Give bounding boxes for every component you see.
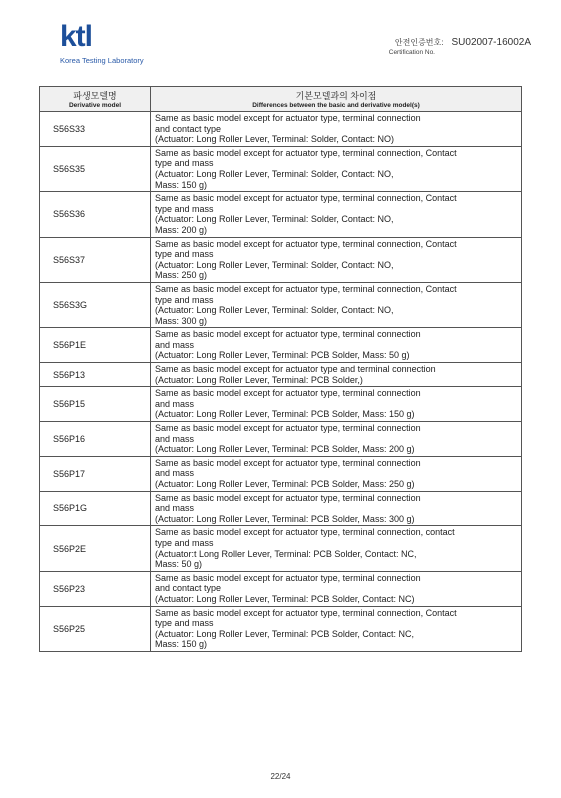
header-derivative-model	[40, 87, 151, 112]
difference-description-cell	[151, 237, 522, 282]
table-row	[40, 237, 522, 282]
description-line: Mass: 150 g)	[155, 179, 208, 190]
description-line: (Actuator: Long Roller Lever, Terminal: PCB Solder, Contact: NC,	[155, 628, 414, 639]
description-line: (Actuator: Long Roller Lever, Terminal: PCB Solder, Mass: 250 g)	[155, 479, 415, 489]
difference-description-cell	[151, 491, 522, 526]
description-line: type and mass	[155, 158, 214, 169]
description-line: type and mass	[155, 249, 214, 260]
description-line: (Actuator: Long Roller Lever, Terminal: PCB Solder,)	[155, 374, 363, 385]
description-line: type and mass	[155, 537, 214, 548]
table-body	[40, 112, 522, 652]
model-name-cell: S56P17	[40, 456, 151, 491]
table-row	[40, 146, 522, 191]
description-line: Same as basic model except for actuator type, terminal connection	[155, 329, 421, 340]
certification-block	[389, 37, 531, 56]
description-line: Mass: 200 g)	[155, 224, 208, 235]
model-name-cell: S56P23	[40, 571, 151, 606]
table-row	[40, 192, 522, 237]
derivative-model-table	[39, 86, 522, 652]
description-line: (Actuator: Long Roller Lever, Terminal: Solder, Contact: NO,	[155, 259, 394, 270]
description-line: Same as basic model except for actuator type, terminal connection, Contact	[155, 193, 457, 204]
model-name-cell: S56S3G	[40, 282, 151, 327]
table-row	[40, 526, 522, 571]
table-row	[40, 112, 522, 147]
table-row	[40, 422, 522, 457]
header-differences	[151, 87, 522, 112]
certification-label-ko: 안전인증번호:	[394, 38, 444, 47]
certification-row	[389, 37, 531, 48]
header-col1-ko: 파생모델명	[73, 91, 117, 101]
description-line: (Actuator: Long Roller Lever, Terminal: PCB Solder, Mass: 200 g)	[155, 444, 415, 455]
description-line: type and mass	[155, 294, 214, 305]
difference-description-cell	[151, 328, 522, 363]
difference-description-cell	[151, 606, 522, 651]
description-line: (Actuator: Long Roller Lever, Terminal: Solder, Contact: NO,	[155, 305, 394, 316]
description-line: Same as basic model except for actuator type, terminal connection, contact	[155, 527, 455, 538]
model-name-cell: S56S37	[40, 237, 151, 282]
table-header-row	[40, 87, 522, 112]
description-line: (Actuator: Long Roller Lever, Terminal: Solder, Contact: NO,	[155, 168, 394, 179]
difference-description-cell	[151, 282, 522, 327]
difference-description-cell	[151, 112, 522, 147]
model-name-cell: S56P1E	[40, 328, 151, 363]
description-line: Same as basic model except for actuator type, terminal connection, Contact	[155, 147, 457, 158]
description-line: Same as basic model except for actuator type, terminal connection	[155, 572, 421, 583]
logo-subtitle: Korea Testing Laboratory	[60, 56, 144, 65]
description-line: (Actuator: Long Roller Lever, Terminal: Solder, Contact: NO,	[155, 214, 394, 225]
table-row	[40, 456, 522, 491]
model-name-cell: S56S36	[40, 192, 151, 237]
description-line: and contact type	[155, 123, 222, 134]
logo-mark: ktl	[60, 20, 93, 53]
description-line: and mass	[155, 503, 195, 514]
description-line: Same as basic model except for actuator type, terminal connection, Contact	[155, 238, 457, 249]
header-col2-ko: 기본모델과의 차이점	[295, 91, 377, 101]
description-line: Same as basic model except for actuator type, terminal connection, Contact	[155, 283, 457, 294]
ktl-logo	[60, 22, 144, 65]
table-row	[40, 571, 522, 606]
description-line: Same as basic model except for actuator type, terminal connection	[155, 457, 421, 468]
header-col2-en: Differences between the basic and derivative model(s)	[252, 102, 420, 109]
description-line: and mass	[155, 468, 195, 479]
description-line: (Actuator: Long Roller Lever, Terminal: PCB Solder, Contact: NC)	[155, 593, 415, 604]
model-name-cell: S56P2E	[40, 526, 151, 571]
difference-description-cell	[151, 422, 522, 457]
certification-label-en: Certification No.	[388, 49, 435, 56]
description-line: and contact type	[155, 583, 222, 594]
model-name-cell: S56P16	[40, 422, 151, 457]
difference-description-cell	[151, 571, 522, 606]
description-line: Same as basic model except for actuator type, terminal connection	[155, 388, 421, 399]
description-line: (Actuator: Long Roller Lever, Terminal: PCB Solder, Mass: 150 g)	[155, 409, 415, 420]
description-line: Mass: 300 g)	[155, 315, 208, 326]
table-row	[40, 491, 522, 526]
table-row	[40, 363, 522, 387]
table-row	[40, 606, 522, 651]
description-line: Mass: 150 g)	[155, 639, 208, 650]
description-line: Same as basic model except for actuator type, terminal connection	[155, 492, 421, 503]
model-name-cell: S56S33	[40, 112, 151, 147]
table-row	[40, 387, 522, 422]
description-line: Same as basic model except for actuator type, terminal connection	[155, 113, 421, 123]
description-line: Same as basic model except for actuator type, terminal connection	[155, 423, 421, 434]
description-line: (Actuator: Long Roller Lever, Terminal: PCB Solder, Mass: 300 g)	[155, 513, 415, 524]
description-line: and mass	[155, 398, 195, 409]
certification-number: SU02007-16002A	[451, 37, 531, 48]
description-line: type and mass	[155, 618, 214, 629]
difference-description-cell	[151, 192, 522, 237]
page-number: 22/24	[270, 772, 291, 781]
description-line: Same as basic model except for actuator type and terminal connection	[155, 364, 436, 375]
model-name-cell: S56S35	[40, 146, 151, 191]
difference-description-cell	[151, 146, 522, 191]
description-line: (Actuator:t Long Roller Lever, Terminal: PCB Solder, Contact: NC,	[155, 548, 417, 559]
model-name-cell: S56P25	[40, 606, 151, 651]
difference-description-cell	[151, 456, 522, 491]
description-line: and mass	[155, 339, 195, 350]
difference-description-cell	[151, 387, 522, 422]
table-row	[40, 282, 522, 327]
table-row	[40, 328, 522, 363]
description-line: Same as basic model except for actuator type, terminal connection, Contact	[155, 607, 457, 618]
description-line: Mass: 250 g)	[155, 270, 208, 281]
model-name-cell: S56P15	[40, 387, 151, 422]
difference-description-cell	[151, 526, 522, 571]
header-col1-en: Derivative model	[68, 102, 122, 109]
description-line: Mass: 50 g)	[155, 559, 203, 570]
description-line: and mass	[155, 433, 195, 444]
description-line: type and mass	[155, 203, 214, 214]
model-name-cell: S56P13	[40, 363, 151, 387]
description-line: (Actuator: Long Roller Lever, Terminal: PCB Solder, Mass: 50 g)	[155, 350, 410, 361]
model-name-cell: S56P1G	[40, 491, 151, 526]
description-line: (Actuator: Long Roller Lever, Terminal: Solder, Contact: NO)	[155, 134, 394, 145]
difference-description-cell	[151, 363, 522, 387]
